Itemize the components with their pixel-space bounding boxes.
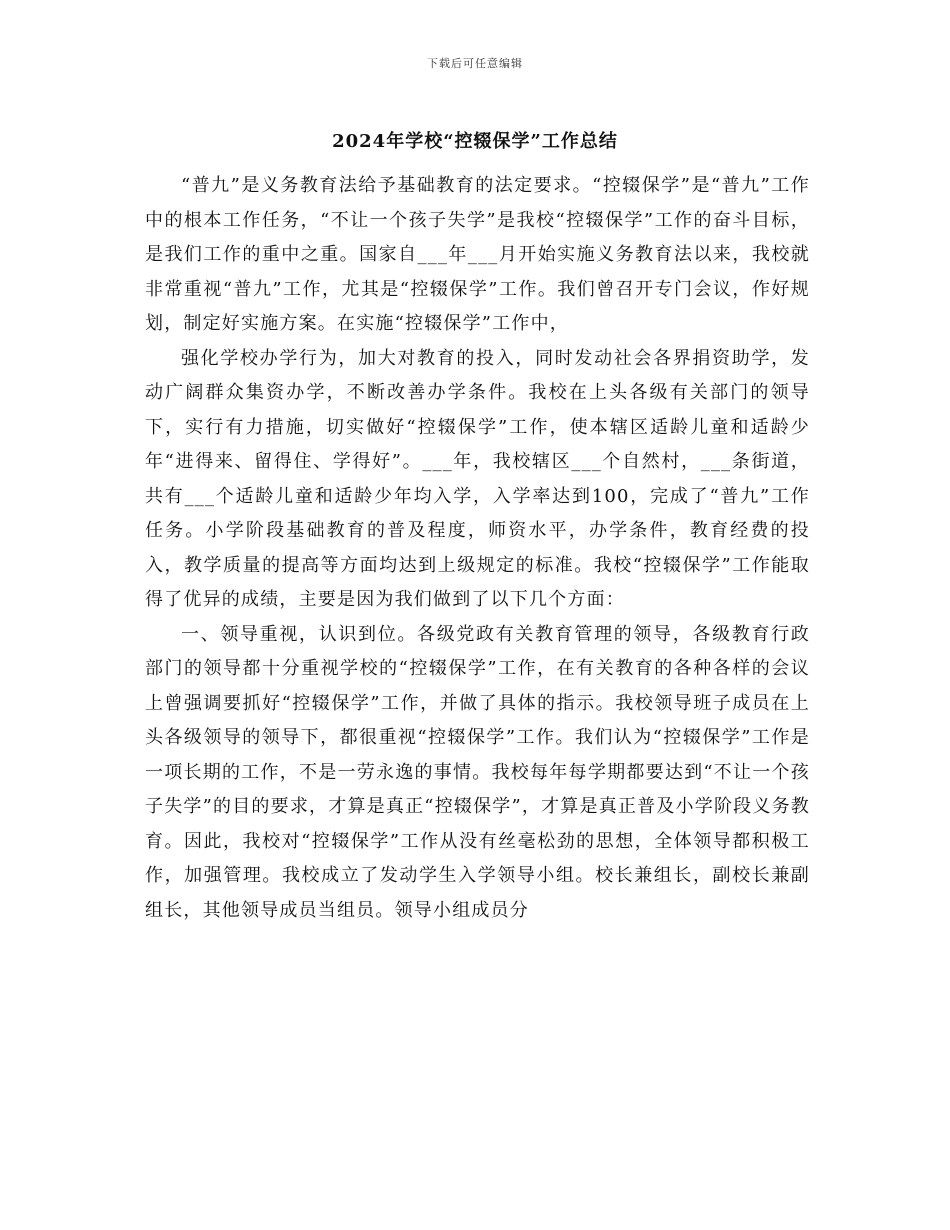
document-title: 2024年学校“控辍保学”工作总结: [332, 131, 618, 152]
paragraph-intro: “普九”是义务教育法给予基础教育的法定要求。“控辍保学”是“普九”工作中的根本工作任务，“不让一个孩子失学”是我校“控辍保学”工作的奋斗目标，是我们工作的重中之重。国家自___年___月开始实施义务教育法以来，我校就非常重视“普九”工作，尤其是“控辍保学”工作。我们曾召开专门会议，作好规划，制定好实施方案。在实施“控辍保学”工作中，: [145, 175, 810, 334]
document-body: [145, 169, 810, 928]
header-note: 下载后可任意编辑: [427, 57, 523, 70]
paragraph-leadership: 一、领导重视，认识到位。各级党政有关教育管理的领导，各级教育行政部门的领导都十分重视学校的“控辍保学”工作，在有关教育的各种各样的会议上曾强调要抓好“控辍保学”工作，并做了具体的指示。我校领导班子成员在上头各级领导的领导下，都很重视“控辍保学”工作。我们认为“控辍保学”工作是一项长期的工作，不是一劳永逸的事情。我校每年每学期都要达到“不让一个孩子失学”的目的要求，才算是真正“控辍保学”，才算是真正普及小学阶段义务教育。因此，我校对“控辍保学”工作从没有丝毫松劲的思想，全体领导都积极工作，加强管理。我校成立了发动学生入学领导小组。校长兼组长，副校长兼副组长，其他领导成员当组员。领导小组成员分: [145, 623, 810, 921]
paragraph-measures: 强化学校办学行为，加大对教育的投入，同时发动社会各界捐资助学，发动广阔群众集资办学，不断改善办学条件。我校在上头各级有关部门的领导下，实行有力措施，切实做好“控辍保学”工作，使本辖区适龄儿童和适龄少年“进得来、留得住、学得好”。___年，我校辖区___个自然村，___条街道，共有___个适龄儿童和适龄少年均入学，入学率达到100，完成了“普九”工作任务。小学阶段基础教育的普及程度，师资水平，办学条件，教育经费的投入，教学质量的提高等方面均达到上级规定的标准。我校“控辍保学”工作能取得了优异的成绩，主要是因为我们做到了以下几个方面：: [145, 347, 810, 610]
